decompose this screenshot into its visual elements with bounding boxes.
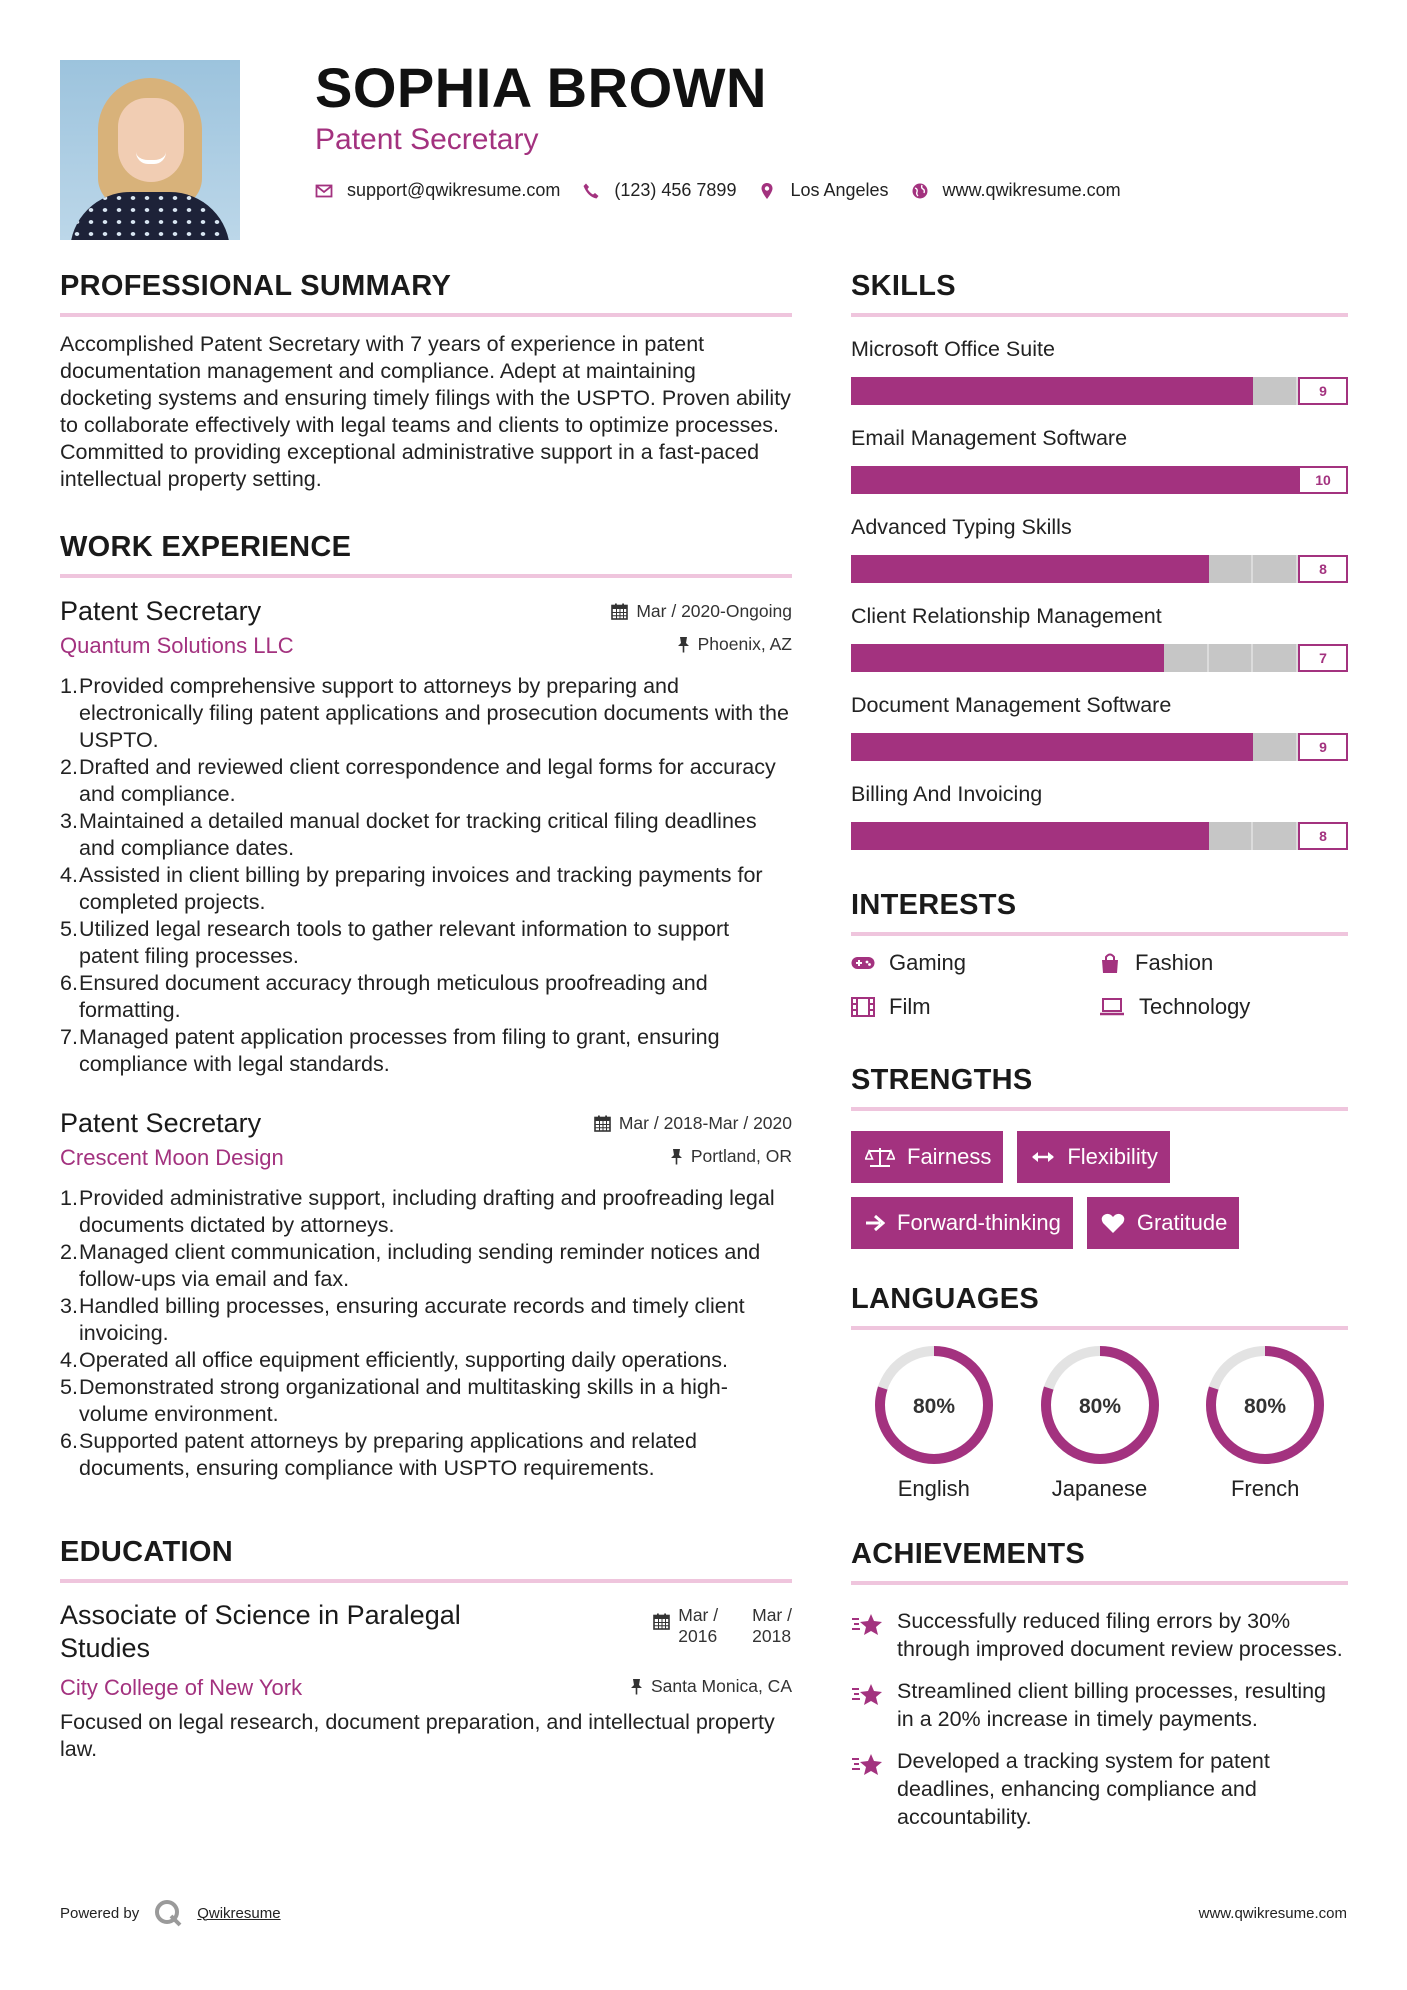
education-entry <box>60 1599 792 1763</box>
language-progress-ring <box>1204 1344 1326 1466</box>
globe-icon <box>911 182 929 200</box>
job-location <box>677 634 792 655</box>
skill-segment-filled <box>1030 466 1075 494</box>
skill-segment-filled <box>1164 555 1209 583</box>
envelope-icon <box>315 182 333 200</box>
skill-segment-filled <box>851 466 896 494</box>
skill-level-badge: 10 <box>1298 466 1348 494</box>
list-item: 4. Assisted in client billing by preparing invoices and tracking payments for completed projects. <box>60 863 763 914</box>
skill-segment-filled <box>1030 822 1075 850</box>
duty-text: Drafted and reviewed client correspondence and legal forms for accuracy and compliance. <box>79 755 776 806</box>
heart-icon <box>1101 1212 1125 1234</box>
achievements-list <box>851 1607 1348 1831</box>
contact-phone-text: (123) 456 7899 <box>614 180 737 200</box>
job-location-text: Phoenix, AZ <box>697 634 792 654</box>
job-location <box>670 1146 792 1167</box>
skill-segment-filled <box>985 377 1030 405</box>
language-name: French <box>1230 1476 1300 1501</box>
skill-segment-filled <box>985 644 1030 672</box>
education-end-month: Mar / <box>752 1605 792 1625</box>
skill-item <box>851 604 1348 673</box>
education-start-month: Mar / <box>678 1605 719 1625</box>
list-item: 4. Operated all office equipment efficiently, supporting daily operations. <box>60 1348 728 1372</box>
calendar-icon <box>653 1613 670 1630</box>
skill-segment-filled <box>1075 377 1120 405</box>
list-item: 5. Utilized legal research tools to gather relevant information to support patent filing processes. <box>60 917 730 968</box>
list-item: 2. Managed client communication, including sending reminder notices and follow-ups via email and fax. <box>60 1240 761 1291</box>
job-dates <box>611 601 792 622</box>
duty-text: Utilized legal research tools to gather relevant information to support patent filing processes. <box>79 917 730 968</box>
education-dates <box>653 1605 792 1647</box>
strength-chip <box>1017 1131 1169 1183</box>
skills-heading: SKILLS <box>851 270 1348 317</box>
skill-item <box>851 515 1348 584</box>
skill-item <box>851 693 1348 762</box>
skill-segment-empty <box>1209 555 1254 583</box>
skill-level-badge: 7 <box>1298 644 1348 672</box>
phone-icon <box>582 182 600 200</box>
duties-list <box>60 1185 792 1482</box>
skill-segment-filled <box>940 377 985 405</box>
skill-item <box>851 426 1348 495</box>
school-name: City College of New York <box>60 1675 303 1700</box>
pushpin-icon <box>677 636 690 653</box>
laptop-icon <box>1099 998 1125 1016</box>
language-percent: 80% <box>1078 1395 1121 1418</box>
interest-label: Film <box>889 994 931 1019</box>
skill-segment-filled <box>1164 377 1209 405</box>
job-title: Patent Secretary <box>60 596 262 626</box>
skill-bar <box>851 552 1348 584</box>
skill-segment-filled <box>985 466 1030 494</box>
language-percent: 80% <box>1244 1395 1287 1418</box>
skill-bar <box>851 463 1348 495</box>
education-end-year: 2018 <box>752 1626 792 1646</box>
skill-name: Email Management Software <box>851 426 1128 450</box>
education-location-text: Santa Monica, CA <box>650 1676 792 1696</box>
skill-segment-filled <box>1119 377 1164 405</box>
skill-segment-empty <box>1209 644 1254 672</box>
film-icon <box>851 997 875 1017</box>
language-percent: 80% <box>912 1395 955 1418</box>
candidate-title: Patent Secretary <box>315 123 539 156</box>
company-name: Quantum Solutions LLC <box>60 633 294 658</box>
duty-text: Maintained a detailed manual docket for tracking critical filing deadlines and compliance dates. <box>79 809 757 860</box>
achievement-item <box>851 1747 1348 1831</box>
skill-segment-filled <box>985 555 1030 583</box>
list-item: 3. Maintained a detailed manual docket for tracking critical filing deadlines and compliance dates. <box>60 809 757 860</box>
interest-item <box>851 994 1099 1020</box>
language-item <box>1182 1344 1348 1502</box>
skill-name: Document Management Software <box>851 693 1172 717</box>
skill-bar <box>851 819 1348 851</box>
contact-website[interactable] <box>911 180 1121 201</box>
skill-segment-filled <box>851 377 896 405</box>
strength-label: Fairness <box>907 1144 992 1169</box>
list-item: 1. Provided administrative support, including drafting and proofreading legal documents dictated by attorneys. <box>60 1186 775 1237</box>
qwikresume-logo-icon <box>153 1898 183 1928</box>
skill-segment-filled <box>1119 555 1164 583</box>
skill-name: Advanced Typing Skills <box>851 515 1072 539</box>
skill-segment-filled <box>1119 822 1164 850</box>
language-item <box>1017 1344 1183 1502</box>
contact-location-text: Los Angeles <box>790 180 889 200</box>
skill-segment-filled <box>1075 555 1120 583</box>
duty-text: Handled billing processes, ensuring accurate records and timely client invoicing. <box>79 1294 745 1345</box>
skill-segment-filled <box>851 733 896 761</box>
strength-label: Flexibility <box>1067 1144 1158 1169</box>
balance-scale-icon <box>865 1146 895 1168</box>
achievement-text: Developed a tracking system for patent deadlines, enhancing compliance and accountability. <box>897 1749 1270 1829</box>
arrows-horizontal-icon <box>1031 1150 1055 1164</box>
achievement-text: Streamlined client billing processes, resulting in a 20% increase in timely payments. <box>897 1679 1327 1731</box>
job-location-text: Portland, OR <box>690 1146 792 1166</box>
interest-item <box>1099 994 1347 1020</box>
duty-text: Operated all office equipment efficiently, supporting daily operations. <box>79 1348 728 1372</box>
profile-photo <box>60 60 240 240</box>
skill-segment-empty <box>1253 822 1298 850</box>
language-item <box>851 1344 1017 1502</box>
skill-segment-filled <box>1119 644 1164 672</box>
job-dates-text: Mar / 2018-Mar / 2020 <box>618 1113 792 1133</box>
interest-item <box>1099 950 1347 976</box>
skill-segment-filled <box>1030 644 1075 672</box>
skill-segment-filled <box>940 644 985 672</box>
skill-segment-empty <box>1209 822 1254 850</box>
skill-segment-filled <box>896 555 941 583</box>
skill-segment-filled <box>940 555 985 583</box>
skills-list <box>851 337 1348 851</box>
languages-list <box>851 1344 1348 1502</box>
skill-segment-filled <box>1164 822 1209 850</box>
duty-text: Managed patent application processes from filing to grant, ensuring compliance with legal standards. <box>79 1025 720 1076</box>
candidate-name: SOPHIA BROWN <box>315 56 767 119</box>
skill-segment-empty <box>1253 377 1298 405</box>
experience-heading: WORK EXPERIENCE <box>60 531 792 578</box>
duty-text: Provided comprehensive support to attorneys by preparing and electronically filing patent applications and prosecution documents with the USPTO. <box>79 674 789 752</box>
skill-segment-filled <box>1209 733 1254 761</box>
list-item: 2. Drafted and reviewed client correspondence and legal forms for accuracy and compliance. <box>60 755 776 806</box>
job-title: Patent Secretary <box>60 1108 262 1138</box>
skill-segment-filled <box>940 466 985 494</box>
powered-by-label: Powered by <box>60 1904 140 1922</box>
strength-chip <box>851 1197 1073 1249</box>
language-name: Japanese <box>1051 1476 1148 1501</box>
strengths-heading: STRENGTHS <box>851 1064 1348 1111</box>
interest-label: Technology <box>1139 994 1251 1019</box>
achievements-heading: ACHIEVEMENTS <box>851 1538 1348 1585</box>
duties-list <box>60 673 792 1078</box>
skill-segment-filled <box>1209 377 1254 405</box>
skill-segment-filled <box>1209 466 1254 494</box>
skill-segment-filled <box>940 733 985 761</box>
skill-segment-filled <box>896 377 941 405</box>
achievement-text: Successfully reduced filing errors by 30% through improved document review processes. <box>897 1609 1343 1661</box>
calendar-icon <box>594 1115 611 1132</box>
language-progress-ring <box>873 1344 995 1466</box>
list-item: 6. Ensured document accuracy through meticulous proofreading and formatting. <box>60 971 708 1022</box>
skill-segment-filled <box>1119 733 1164 761</box>
strength-label: Gratitude <box>1136 1210 1228 1235</box>
skill-name: Client Relationship Management <box>851 604 1162 628</box>
skill-segment-filled <box>1164 466 1209 494</box>
skill-segment-filled <box>1030 555 1075 583</box>
skill-segment-filled <box>940 822 985 850</box>
right-column <box>851 270 1348 1845</box>
arrow-right-icon <box>865 1214 885 1232</box>
skill-segment-filled <box>896 733 941 761</box>
duty-text: Assisted in client billing by preparing invoices and tracking payments for completed projects. <box>79 863 763 914</box>
skill-item <box>851 337 1348 406</box>
skill-name: Microsoft Office Suite <box>851 337 1055 361</box>
skill-segment-filled <box>1075 733 1120 761</box>
skill-segment-filled <box>896 466 941 494</box>
skill-level-badge: 9 <box>1298 733 1348 761</box>
skill-segment-empty <box>1164 644 1209 672</box>
pushpin-icon <box>630 1678 643 1695</box>
skill-segment-filled <box>1119 466 1164 494</box>
skill-segment-filled <box>1164 733 1209 761</box>
strength-chip <box>851 1131 1003 1183</box>
contact-location <box>758 180 888 201</box>
achievement-item <box>851 1677 1348 1733</box>
job-entry <box>60 596 792 1078</box>
summary-heading: PROFESSIONAL SUMMARY <box>60 270 792 317</box>
gamepad-icon <box>851 955 875 971</box>
pushpin-icon <box>670 1148 683 1165</box>
skill-bar <box>851 730 1348 762</box>
skill-level-badge: 8 <box>1298 555 1348 583</box>
shooting-star-icon <box>851 1611 885 1639</box>
job-dates <box>594 1113 792 1134</box>
job-dates-text: Mar / 2020-Ongoing <box>636 601 792 621</box>
contact-phone[interactable] <box>582 180 736 201</box>
skill-segment-empty <box>1253 644 1298 672</box>
list-item: 7. Managed patent application processes from filing to grant, ensuring compliance with legal standards. <box>60 1025 720 1076</box>
footer-powered-by <box>60 1898 281 1928</box>
footer-site[interactable]: www.qwikresume.com <box>1198 1905 1347 1922</box>
duty-text: Supported patent attorneys by preparing applications and related documents, ensuring compliance with USPTO requirements. <box>79 1429 697 1480</box>
skill-segment-filled <box>1253 466 1298 494</box>
calendar-icon <box>611 603 628 620</box>
duty-text: Managed client communication, including sending reminder notices and follow-ups via email and fax. <box>79 1240 761 1291</box>
skill-segment-filled <box>851 822 896 850</box>
contact-bar <box>315 180 1143 201</box>
skill-segment-filled <box>1030 733 1075 761</box>
skill-bar <box>851 374 1348 406</box>
skill-segment-filled <box>985 822 1030 850</box>
shooting-star-icon <box>851 1751 885 1779</box>
languages-heading: LANGUAGES <box>851 1283 1348 1330</box>
list-item: 5. Demonstrated strong organizational and multitasking skills in a high-volume environment. <box>60 1375 728 1426</box>
contact-website-text: www.qwikresume.com <box>942 180 1121 200</box>
education-heading: EDUCATION <box>60 1536 792 1583</box>
skill-segment-filled <box>851 644 896 672</box>
skill-segment-empty <box>1253 555 1298 583</box>
skill-name: Billing And Invoicing <box>851 782 1043 806</box>
duty-text: Provided administrative support, including drafting and proofreading legal documents dictated by attorneys. <box>79 1186 775 1237</box>
list-item: 1. Provided comprehensive support to attorneys by preparing and electronically filing patent applications and prosecution documents with the USPTO. <box>60 674 789 752</box>
skill-level-badge: 9 <box>1298 377 1348 405</box>
strengths-list <box>851 1131 1348 1249</box>
job-entry <box>60 1108 792 1482</box>
education-description: Focused on legal research, document preparation, and intellectual property law. <box>60 1710 775 1761</box>
skill-segment-filled <box>985 733 1030 761</box>
duty-text: Ensured document accuracy through meticulous proofreading and formatting. <box>79 971 708 1022</box>
strength-chip <box>1087 1197 1240 1249</box>
skill-segment-filled <box>896 822 941 850</box>
skill-item <box>851 782 1348 851</box>
duty-text: Demonstrated strong organizational and multitasking skills in a high-volume environment. <box>79 1375 728 1426</box>
interest-label: Fashion <box>1135 950 1214 975</box>
skill-segment-filled <box>1075 822 1120 850</box>
brand-link[interactable]: Qwikresume <box>197 1904 281 1922</box>
contact-email-text: support@qwikresume.com <box>347 180 561 200</box>
left-column <box>60 270 792 1763</box>
degree-title: Associate of Science in Paralegal Studies <box>60 1600 461 1663</box>
skill-segment-empty <box>1253 733 1298 761</box>
skill-segment-filled <box>851 555 896 583</box>
skill-segment-filled <box>896 644 941 672</box>
list-item: 6. Supported patent attorneys by preparing applications and related documents, ensuring compliance with USPTO requirements. <box>60 1429 697 1480</box>
interests-list <box>851 950 1348 1020</box>
education-start-year: 2016 <box>678 1626 718 1646</box>
shopping-bag-icon <box>1099 952 1121 974</box>
interests-heading: INTERESTS <box>851 889 1348 936</box>
language-progress-ring <box>1039 1344 1161 1466</box>
strength-label: Forward-thinking <box>897 1210 1061 1235</box>
achievement-item <box>851 1607 1348 1663</box>
summary-text: Accomplished Patent Secretary with 7 years of experience in patent documentation management and compliance. Adept at maintaining docketing systems and ensuring timely filings with the USPTO. Proven ability to collaborate effectively with legal teams and clients to optimize processes. Committed to providing exceptional administrative support in a fast-paced intellectual property setting. <box>60 332 791 491</box>
list-item: 3. Handled billing processes, ensuring accurate records and timely client invoicing. <box>60 1294 745 1345</box>
education-location <box>630 1676 792 1697</box>
contact-email[interactable] <box>315 180 560 201</box>
interest-label: Gaming <box>889 950 967 975</box>
shooting-star-icon <box>851 1681 885 1709</box>
skill-bar <box>851 641 1348 673</box>
skill-segment-filled <box>1075 644 1120 672</box>
skill-level-badge: 8 <box>1298 822 1348 850</box>
map-pin-icon <box>758 182 776 200</box>
company-name: Crescent Moon Design <box>60 1145 284 1170</box>
language-name: English <box>897 1476 970 1501</box>
interest-item <box>851 950 1099 976</box>
skill-segment-filled <box>1075 466 1120 494</box>
skill-segment-filled <box>1030 377 1075 405</box>
